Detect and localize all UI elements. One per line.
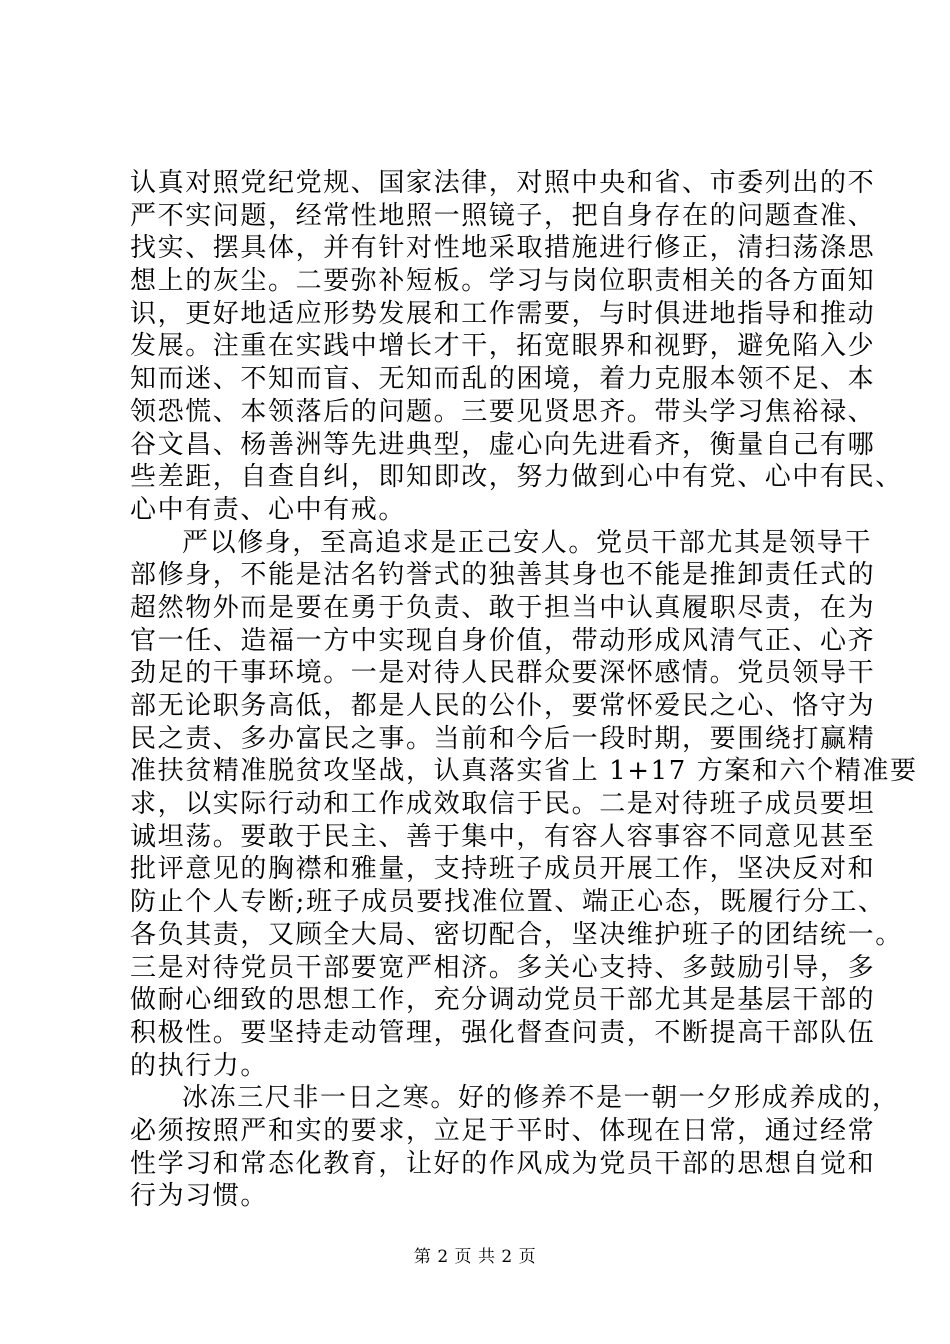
text-line: 找实、摆具体，并有针对性地采取措施进行修正，清扫荡涤思 [130, 233, 876, 264]
text-line: 三是对待党员干部要宽严相济。多关心支持、多鼓励引导，多 [130, 952, 876, 983]
text-line: 劲足的干事环境。一是对待人民群众要深怀感情。党员领导干 [130, 658, 876, 689]
page-footer: 第 2 页 共 2 页 [413, 1247, 537, 1267]
text-line: 的执行力。 [130, 1050, 269, 1081]
text-line: 批评意见的胸襟和雅量，支持班子成员开展工作，坚决反对和 [130, 854, 876, 885]
text-line: 识，更好地适应形势发展和工作需要，与时俱进地指导和推动 [130, 298, 876, 329]
text-line: 求，以实际行动和工作成效取信于民。二是对待班子成员要坦 [130, 789, 876, 820]
text-line: 部修身，不能是沽名钓誉式的独善其身也不能是推卸责任式的 [130, 560, 876, 591]
text-line: 诚坦荡。要敢于民主、善于集中，有容人容事容不同意见甚至 [130, 821, 876, 852]
text-line: 知而迷、不知而盲、无知而乱的困境，着力克服本领不足、本 [130, 364, 876, 395]
text-line: 行为习惯。 [130, 1181, 269, 1212]
text-line: 防止个人专断;班子成员要找准位置、端正心态，既履行分工、 [130, 887, 886, 918]
text-line: 严不实问题，经常性地照一照镜子，把自身存在的问题查准、 [130, 200, 876, 231]
text-line: 些差距，自查自纠，即知即改，努力做到心中有党、心中有民、 [130, 462, 903, 493]
text-line: 冰冻三尺非一日之寒。好的修养不是一朝一夕形成养成的， [182, 1083, 900, 1114]
text-line: 超然物外而是要在勇于负责、敢于担当中认真履职尽责，在为 [130, 592, 876, 623]
text-line: 积极性。要坚持走动管理，强化督查问责，不断提高干部队伍 [130, 1017, 876, 1048]
text-line: 严以修身，至高追求是正己安人。党员干部尤其是领导干 [182, 527, 873, 558]
text-line: 心中有责、心中有戒。 [130, 494, 407, 525]
text-line: 领恐慌、本领落后的问题。三要见贤思齐。带头学习焦裕禄、 [130, 396, 876, 427]
text-line: 谷文昌、杨善洲等先进典型，虚心向先进看齐，衡量自己有哪 [130, 429, 876, 460]
text-line: 民之责、多办富民之事。当前和今后一段时期，要围绕打赢精 [130, 723, 876, 754]
text-line: 部无论职务高低，都是人民的公仆，要常怀爱民之心、恪守为 [130, 691, 876, 721]
text-line: 想上的灰尘。二要弥补短板。学习与岗位职责相关的各方面知 [130, 266, 876, 297]
text-line: 各负其责，又顾全大局、密切配合，坚决维护班子的团结统一。 [130, 919, 903, 950]
text-line: 发展。注重在实践中增长才干，拓宽眼界和视野，避免陷入少 [130, 331, 876, 362]
text-line: 做耐心细致的思想工作，充分调动党员干部尤其是基层干部的 [130, 985, 876, 1016]
text-line: 性学习和常态化教育，让好的作风成为党员干部的思想自觉和 [130, 1148, 876, 1179]
text-line: 认真对照党纪党规、国家法律，对照中央和省、市委列出的不 [130, 168, 876, 198]
text-line: 准扶贫精准脱贫攻坚战，认真落实省上 1+17 方案和六个精准要 [130, 756, 918, 787]
document-body [130, 167, 918, 1213]
text-line: 官一任、造福一方中实现自身价值，带动形成风清气正、心齐 [130, 625, 876, 656]
text-line: 必须按照严和实的要求，立足于平时、体现在日常，通过经常 [130, 1115, 876, 1146]
